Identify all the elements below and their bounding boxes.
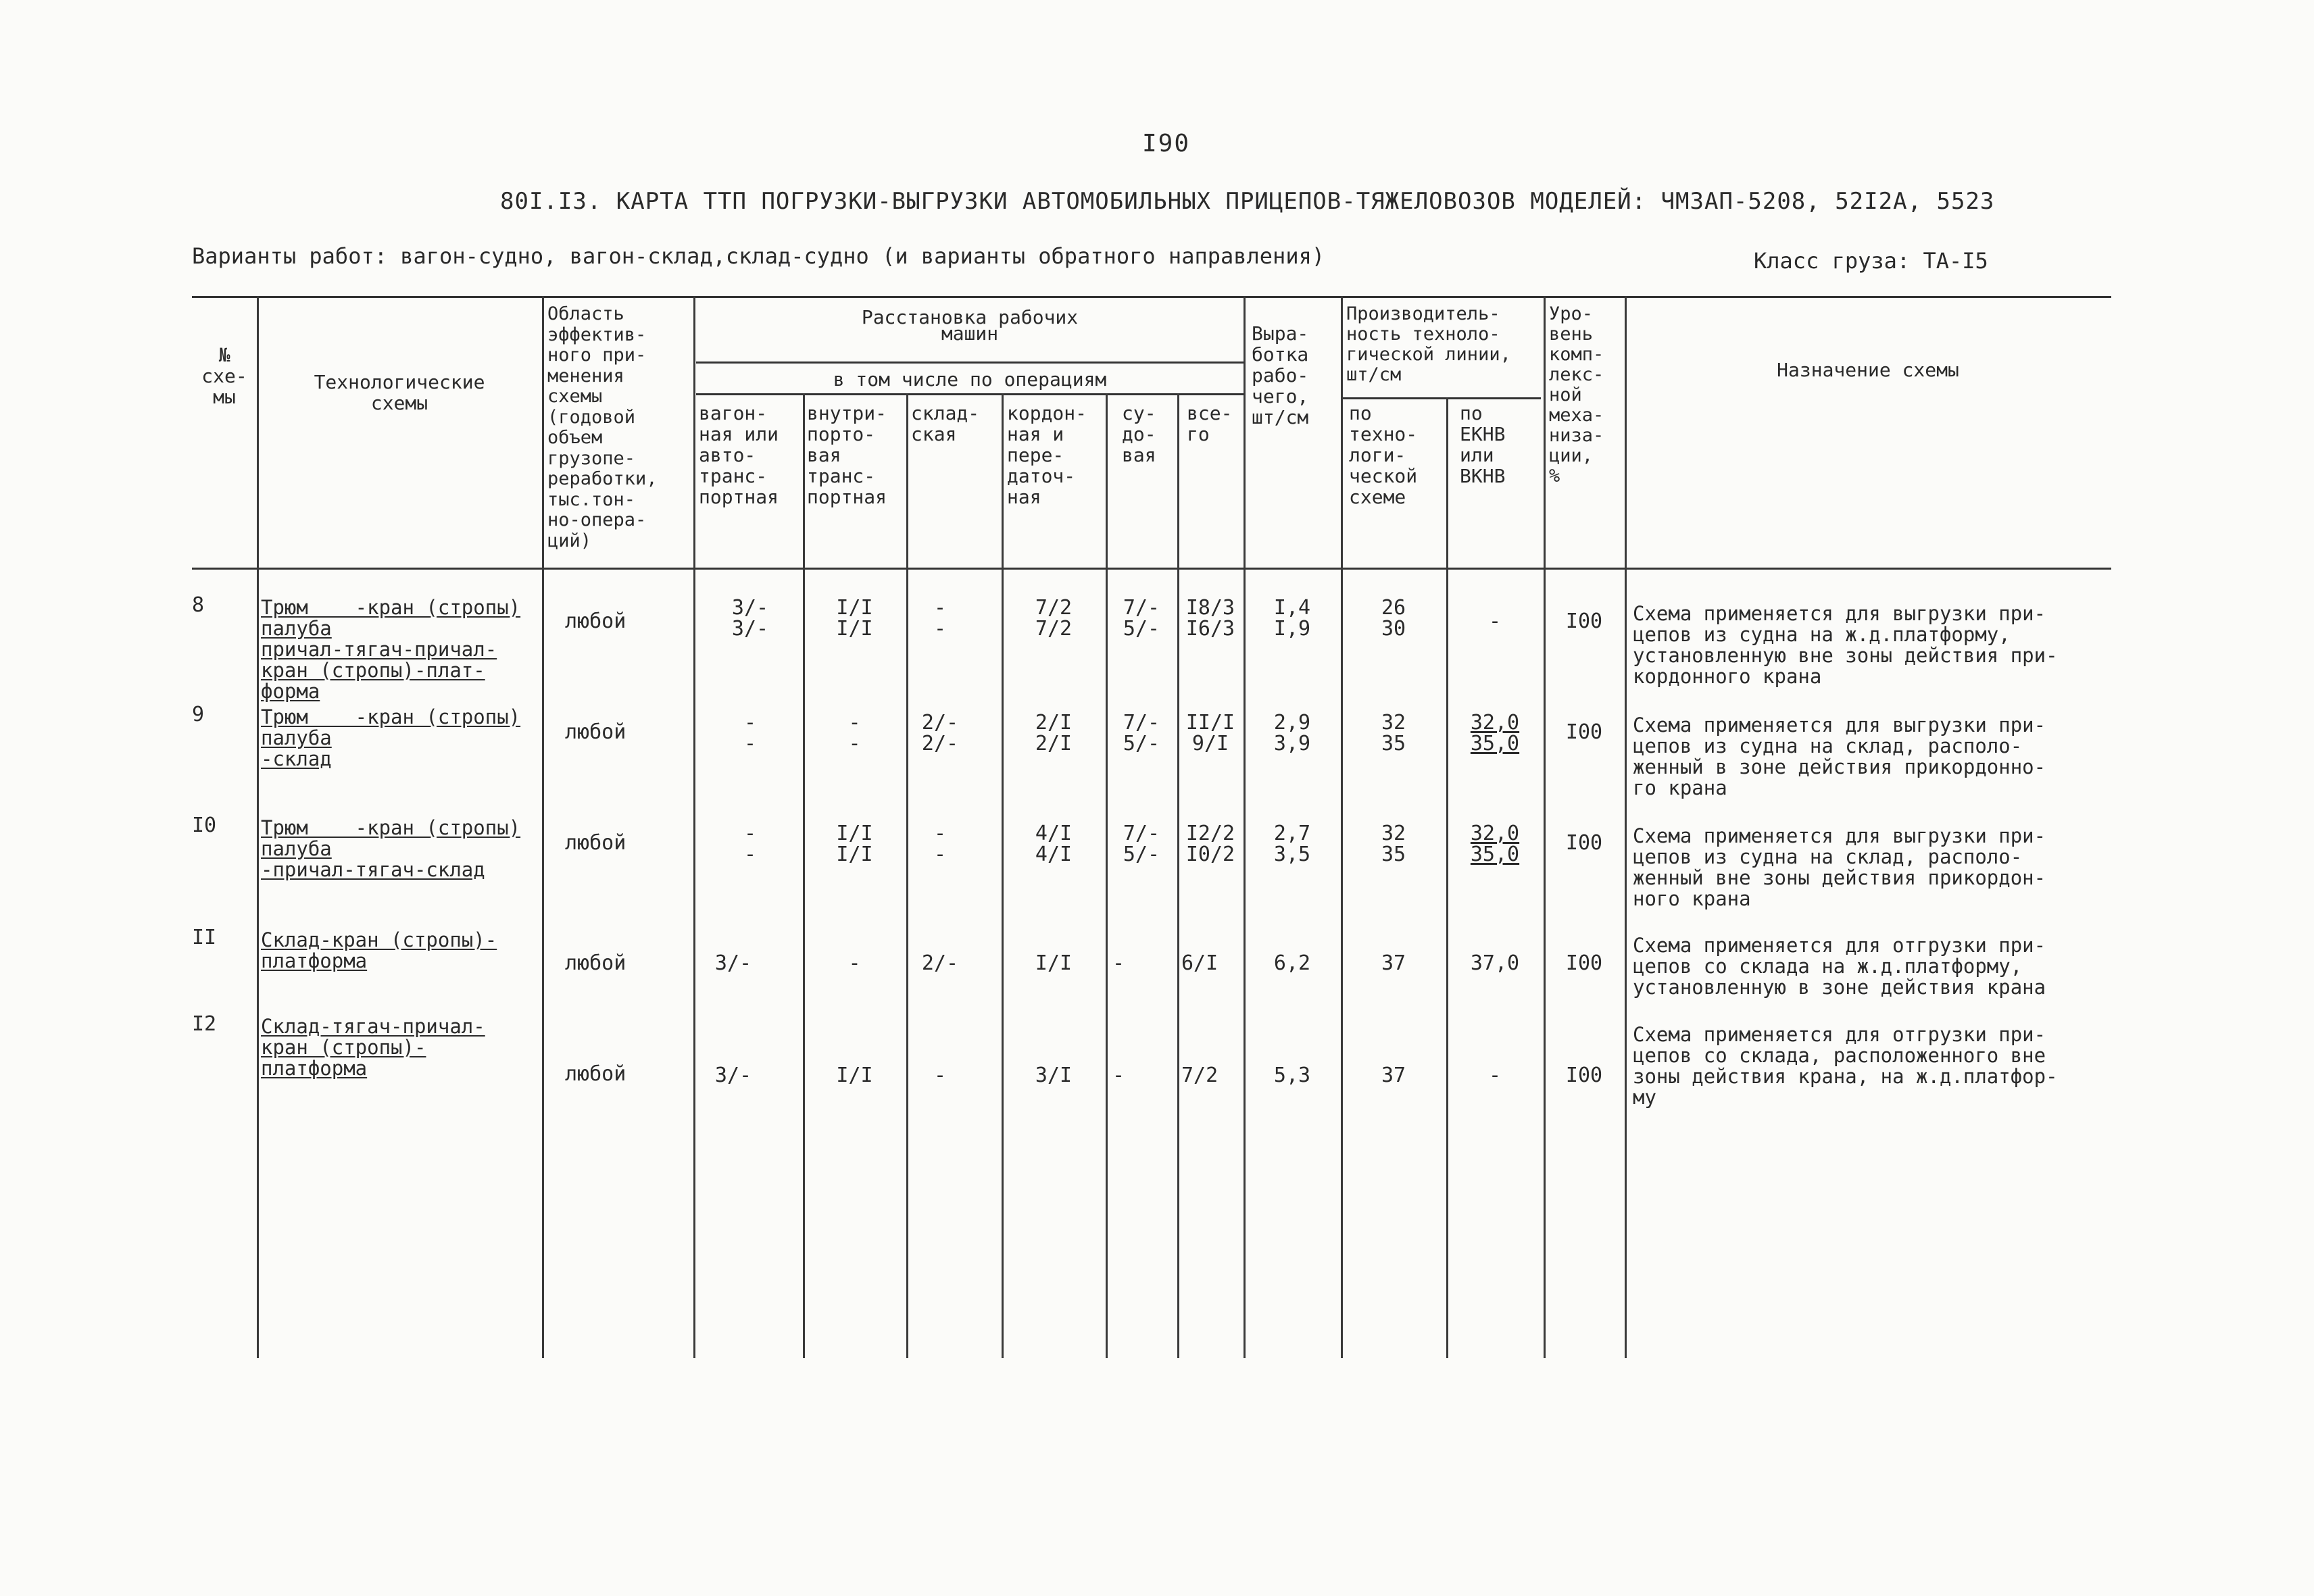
header-scheme-number: № схе- мы: [201, 344, 247, 408]
productivity-subheader-line: [1341, 397, 1541, 399]
row-total: 7/2: [1181, 1064, 1218, 1087]
col-line: [542, 296, 544, 1358]
row-cordon: 2/I 2/I: [1035, 711, 1073, 755]
row-by-eknv: -: [1488, 609, 1502, 633]
row-cordon: 7/2 7/2: [1035, 596, 1073, 641]
row-warehouse: 2/-: [921, 951, 959, 975]
row-output: 2,9 3,9: [1273, 711, 1311, 755]
row-warehouse: - -: [933, 822, 947, 866]
row-warehouse: - -: [933, 596, 947, 641]
header-by-scheme: по техно- логи- ческой схеме: [1349, 402, 1418, 508]
row-wagon: 3/-: [714, 1064, 752, 1087]
row-by-scheme: 32 35: [1381, 822, 1406, 866]
row-by-scheme: 37: [1381, 1064, 1406, 1087]
row-scheme: Трюм -кран (стропы) палуба -склад: [261, 705, 521, 770]
header-level: Уро- вень комп- лекс- ной меха- низа- ции, %: [1549, 303, 1604, 487]
row-purpose: Схема применяется для выгрузки при- цепов из судна на ж.д.платформу, установленную вне зоны действия при- кордонного крана: [1633, 602, 2058, 688]
row-area: любой: [565, 720, 626, 744]
row-number: 9: [192, 703, 205, 726]
row-level: I00: [1565, 720, 1603, 744]
row-wagon: - -: [743, 822, 757, 866]
header-by-eknv: по ЕКНВ или ВКНВ: [1460, 402, 1506, 487]
row-by-eknv: 32,0 35,0: [1470, 711, 1520, 755]
row-level: I00: [1565, 1064, 1603, 1087]
row-cordon: 3/I: [1035, 1064, 1073, 1087]
row-scheme: Трюм -кран (стропы) палуба причал-тягач-причал- кран (стропы)-плат- форма: [261, 596, 521, 703]
header-bottom-border: [192, 568, 2111, 570]
row-number: II: [192, 926, 217, 949]
row-wagon: 3/-: [714, 951, 752, 975]
row-intra: - -: [848, 711, 861, 755]
row-wagon: - -: [743, 711, 757, 755]
row-total: I2/2 I0/2: [1185, 822, 1235, 866]
header-cordon: кордон- ная и пере- даточ- ная: [1007, 402, 1087, 508]
row-number: 8: [192, 593, 205, 617]
row-output: I,4 I,9: [1273, 596, 1311, 641]
table-top-border: [192, 296, 2111, 298]
header-ship: су- до- вая: [1122, 402, 1156, 466]
ops-subheader-line: [696, 393, 1244, 395]
row-by-eknv: 37,0: [1470, 951, 1520, 975]
col-line: [906, 393, 908, 1358]
row-wagon: 3/- 3/-: [731, 596, 769, 641]
row-ship: -: [1112, 1064, 1125, 1087]
row-purpose: Схема применяется для выгрузки при- цепов из судна на склад, располо- женный вне зоны действия прикордон- ного крана: [1633, 824, 2046, 910]
row-intra: I/I: [836, 1064, 873, 1087]
row-ship: 7/- 5/-: [1123, 822, 1160, 866]
row-scheme: Склад-кран (стропы)- платформа: [261, 928, 497, 972]
col-line: [1544, 296, 1546, 1358]
row-area: любой: [565, 831, 626, 855]
header-area: Область эффектив- ного при- менения схемы (годовой объем грузопе- реработки, тыс.тон- но-опера- ций): [547, 303, 658, 551]
col-line: [1002, 393, 1004, 1358]
row-scheme: Трюм -кран (стропы) палуба -причал-тягач-склад: [261, 816, 521, 881]
row-by-scheme: 32 35: [1381, 711, 1406, 755]
row-by-eknv: -: [1488, 1064, 1502, 1087]
page-number: I90: [1142, 130, 1191, 157]
header-schemes: Технологические схемы: [314, 371, 485, 414]
col-line: [1106, 393, 1108, 1358]
row-total: II/I 9/I: [1185, 711, 1235, 755]
cargo-class: Класс груза: ТА-I5: [1754, 248, 1988, 274]
row-area: любой: [565, 1062, 626, 1086]
row-warehouse: 2/- 2/-: [921, 711, 959, 755]
row-number: I2: [192, 1012, 217, 1036]
row-level: I00: [1565, 951, 1603, 975]
row-output: 6,2: [1273, 951, 1311, 975]
row-intra: -: [848, 951, 861, 975]
row-scheme: Склад-тягач-причал- кран (стропы)- платформа: [261, 1015, 485, 1080]
work-variants: Варианты работ: вагон-судно, вагон-склад,склад-судно (и варианты обратного направления): [192, 243, 1325, 269]
header-placement: Расстановка рабочих машин: [861, 306, 1079, 345]
row-output: 2,7 3,5: [1273, 822, 1311, 866]
header-wagon: вагон- ная или авто- транс- портная: [699, 402, 779, 508]
row-by-eknv: 32,0 35,0: [1470, 822, 1520, 866]
row-by-scheme: 26 30: [1381, 596, 1406, 641]
row-cordon: 4/I 4/I: [1035, 822, 1073, 866]
row-purpose: Схема применяется для выгрузки при- цепов из судна на склад, располо- женный в зоне действия прикордонно- го крана: [1633, 714, 2046, 799]
header-purpose: Назначение схемы: [1777, 359, 1959, 381]
header-warehouse: склад- ская: [911, 402, 980, 445]
header-incl-ops: в том числе по операциям: [833, 368, 1107, 391]
row-total: 6/I: [1181, 951, 1218, 975]
col-line: [803, 393, 805, 1358]
row-ship: -: [1112, 951, 1125, 975]
row-number: I0: [192, 814, 217, 837]
header-intra: внутри- порто- вая транс- портная: [807, 402, 887, 508]
row-intra: I/I I/I: [836, 822, 873, 866]
row-level: I00: [1565, 831, 1603, 855]
row-area: любой: [565, 951, 626, 975]
header-output: Выра- ботка рабо- чего, шт/см: [1252, 322, 1309, 428]
row-cordon: I/I: [1035, 951, 1073, 975]
row-total: I8/3 I6/3: [1185, 596, 1235, 641]
header-productivity: Производитель- ность техноло- гической линии, шт/см: [1346, 303, 1511, 385]
col-line: [257, 296, 259, 1358]
document-title: 80I.I3. КАРТА ТТП ПОГРУЗКИ-ВЫГРУЗКИ АВТОМОБИЛЬНЫХ ПРИЦЕПОВ-ТЯЖЕЛОВОЗОВ МОДЕЛЕЙ: ЧМЗАП-5208, 52I2А, 5523: [500, 188, 1995, 215]
row-ship: 7/- 5/-: [1123, 596, 1160, 641]
row-area: любой: [565, 609, 626, 633]
row-level: I00: [1565, 609, 1603, 633]
col-line: [1446, 397, 1448, 1358]
row-output: 5,3: [1273, 1064, 1311, 1087]
row-purpose: Схема применяется для отгрузки при- цепов со склада, расположенного вне зоны действия крана, на ж.д.платфор- му: [1633, 1023, 2058, 1109]
header-total: все- го: [1187, 402, 1233, 445]
row-ship: 7/- 5/-: [1123, 711, 1160, 755]
col-line: [1625, 296, 1627, 1358]
row-warehouse: -: [933, 1064, 947, 1087]
col-line: [1177, 393, 1179, 1358]
col-line: [693, 296, 695, 1358]
placement-subheader-line: [696, 361, 1244, 364]
row-purpose: Схема применяется для отгрузки при- цепов со склада на ж.д.платформу, установленную в зоне действия крана: [1633, 934, 2046, 999]
row-by-scheme: 37: [1381, 951, 1406, 975]
row-intra: I/I I/I: [836, 596, 873, 641]
